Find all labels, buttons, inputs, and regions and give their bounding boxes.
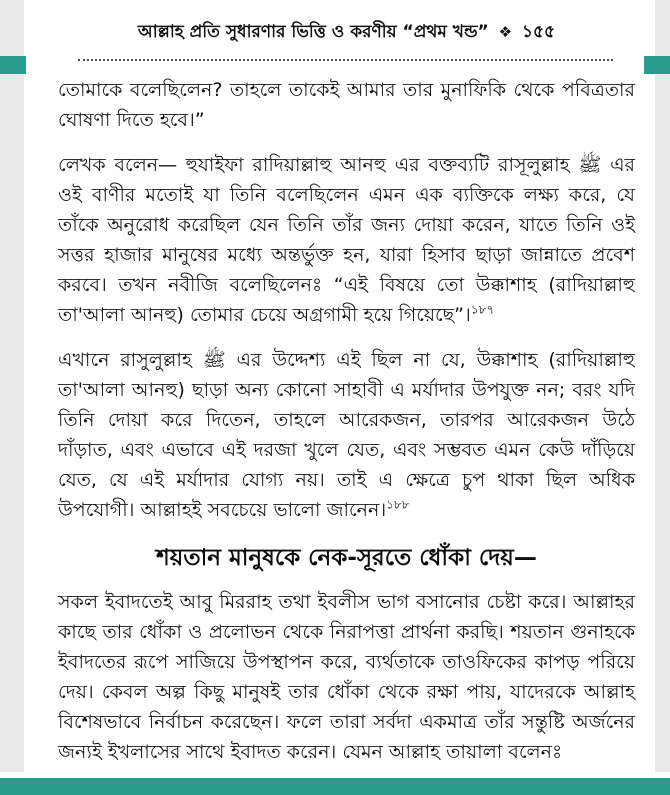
footnote-marker: ১৮৮ — [386, 497, 410, 512]
text-run: সকল ইবাদতেই আবু মিররাহ তথা ইবলীস ভাগ বসানোর চেষ্টা করে। আল্লাহর কাছে তার ধোঁকা ও প্রলোভন থেকে নিরাপত্তা প্রার্থনা করছি। শয়তান গুনাহকে ইবাদতের রূপে সাজিয়ে উপস্থাপন করে, ব্যর্থতাকে তাওফিকের কাপড় পরিয়ে দেয়। কেবল অল্প কিছু মানুষই তার ধোঁকা থেকে রক্ষা পায়, যাদেরকে আল্লাহ বিশেষভাবে নির্বাচন করেছেন। ফলে তারা সর্বদা একমাত্র তাঁর সন্তুষ্টি অর্জনের জন্যই ইখলাসের সাথে ইবাদত করেন। যেমন আল্লাহ তায়ালা বলেনঃ — [58, 591, 635, 763]
section-heading: শয়তান মানুষকে নেক-সূরতে ধোঁকা দেয়— — [156, 545, 537, 571]
page-number: ১৫৫ — [522, 22, 556, 42]
chapter-title: আল্লাহ প্রতি সুধারণার ভিত্তি ও করণীয় “প্রথম খন্ড” — [137, 22, 489, 42]
paragraphs-after-heading — [58, 587, 635, 767]
text-run: তোমাকে বলেছিলেন? তাহলে তাকেই আমার তার মুনাফিকি থেকে পবিত্রতার ঘোষণা দিতে হবে।” — [58, 79, 635, 131]
footnote-marker: ১৮৭ — [470, 302, 495, 317]
text-run: এখানে রাসুলুল্লাহ ﷺ এর উদ্দেশ্য এই ছিল না যে, উক্কাশাহ (রাদিয়াল্লাহু তা'আলা আনহু) ছাড়া অন্য কোনো সাহাবী এ মর্যাদার উপযুক্ত নন; বরং যদি তিনি দোয়া করে দিতেন, তাহলে আরেকজন, তারপর আরেকজন উঠে দাঁড়াত, এবং এভাবে এই দরজা খুলে যেত, এবং সম্ভবত এমন কেউ দাঁড়িয়ে যেত, যে এই মর্যাদার যোগ্য নয়। তাই এ ক্ষেত্রে চুপ থাকা ছিল অধিক উপযোগী। আল্লাহই সবচেয়ে ভালো জানেন। — [58, 349, 635, 521]
paragraph — [58, 75, 635, 135]
dotted-divider — [78, 59, 613, 61]
paragraph — [58, 150, 635, 330]
paragraph — [58, 345, 635, 525]
running-header — [58, 20, 635, 44]
paragraphs-before-heading — [58, 75, 635, 525]
page-body — [58, 75, 635, 767]
paragraph — [58, 587, 635, 767]
text-run: লেখক বলেন— হুযাইফা রাদিয়াল্লাহু আনহু এর বক্তব্যটি রাসূলুল্লাহ ﷺ এর ওই বাণীর মতোই যা তিনি বলেছিলেন এমন এক ব্যক্তিকে লক্ষ্য করে, যে তাঁকে অনুরোধ করেছিল যেন তিনি তাঁর জন্য দোয়া করেন, যাতে তিনি ওই সত্তর হাজার মানুষের মধ্যে অন্তর্ভুক্ত হন, যারা হিসাব ছাড়া জান্নাতে প্রবেশ করবে। তখন নবীজি বলেছিলেনঃ “এই বিষয়ে তো উক্কাশাহ (রাদিয়াল্লাহু তা'আলা আনহু) তোমার চেয়ে অগ্রগামী হয়ে গিয়েছে”। — [58, 154, 635, 326]
teal-footer-band — [0, 778, 670, 795]
diamond-ornament-icon: ❖ — [498, 23, 513, 41]
